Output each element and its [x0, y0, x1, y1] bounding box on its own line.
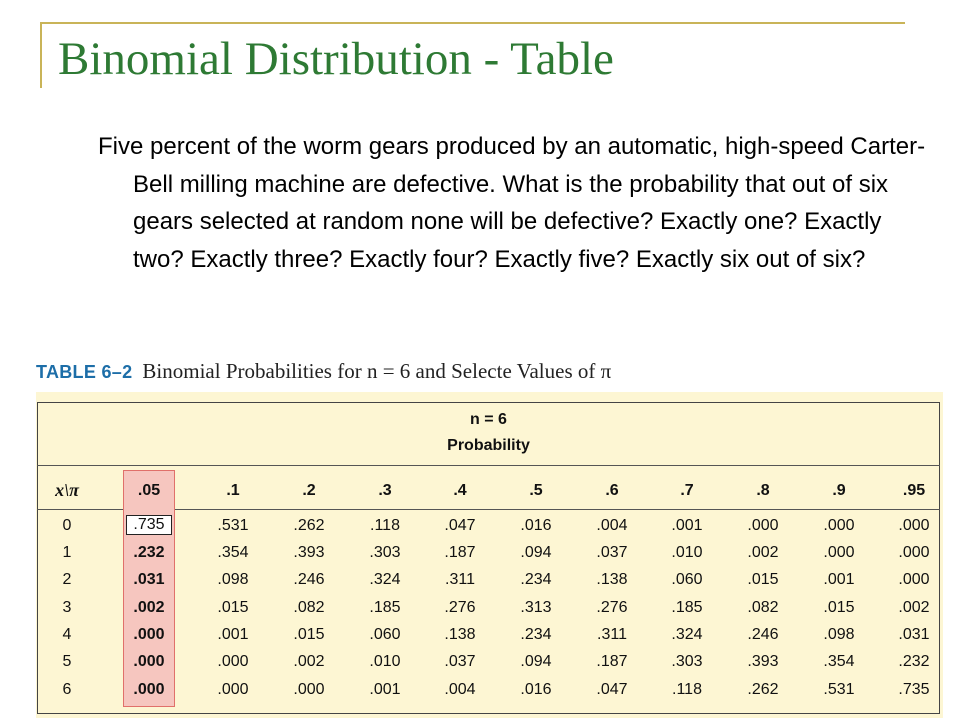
- table-cell: .015: [217, 599, 249, 616]
- table-cell: .060: [369, 626, 401, 643]
- table-cell: .000: [217, 653, 249, 670]
- highlighted-column: [123, 470, 175, 707]
- table-cell: .001: [671, 517, 703, 534]
- slide-frame-top: [40, 22, 905, 24]
- table-cell: .246: [747, 626, 779, 643]
- table-caption-label: TABLE 6–2: [36, 362, 133, 382]
- column-header: .8: [756, 482, 770, 499]
- slide-title: Binomial Distribution - Table: [58, 33, 614, 85]
- table-cell: .185: [369, 599, 401, 616]
- table-cell: .234: [520, 571, 552, 588]
- table-cell: .000: [217, 681, 249, 698]
- table-cell: .001: [823, 571, 855, 588]
- table-cell: .031: [133, 571, 165, 588]
- row-label: 2: [62, 571, 72, 588]
- table-divider-top: [37, 465, 940, 466]
- table-caption-text: Binomial Probabilities for n = 6 and Selecte Values of π: [142, 359, 612, 383]
- column-header: .1: [226, 482, 240, 499]
- table-cell: .311: [445, 571, 475, 588]
- table-cell: .015: [823, 599, 855, 616]
- table-cell: .232: [898, 653, 930, 670]
- table-cell: .002: [898, 599, 930, 616]
- slide-frame-left: [40, 22, 42, 88]
- table-cell: .047: [596, 681, 628, 698]
- table-cell: .098: [217, 571, 249, 588]
- table-cell: .015: [747, 571, 779, 588]
- table-cell: .000: [898, 544, 930, 561]
- table-cell: .001: [369, 681, 401, 698]
- table-cell: .118: [672, 681, 702, 698]
- column-header-x: x\π: [55, 480, 79, 500]
- table-cell: .187: [444, 544, 476, 561]
- table-cell: .082: [293, 599, 325, 616]
- row-label: 3: [62, 599, 72, 616]
- table-cell: .234: [520, 626, 552, 643]
- table-cell: .138: [444, 626, 476, 643]
- table-cell: .082: [747, 599, 779, 616]
- table-cell: .037: [444, 653, 476, 670]
- column-header: .95: [902, 482, 926, 499]
- table-cell: .000: [898, 517, 930, 534]
- column-header: .3: [378, 482, 392, 499]
- table-cell: .098: [823, 626, 855, 643]
- table-cell: .000: [747, 517, 779, 534]
- table-cell: .094: [520, 544, 552, 561]
- table-cell: .000: [823, 517, 855, 534]
- column-header: .6: [605, 482, 619, 499]
- table-cell: .047: [444, 517, 476, 534]
- column-header: .4: [453, 482, 467, 499]
- table-probability-label: Probability: [447, 437, 530, 454]
- table-cell: .354: [823, 653, 855, 670]
- table-cell: .393: [293, 544, 325, 561]
- table-cell: .000: [133, 681, 165, 698]
- row-label: 4: [62, 626, 72, 643]
- table-cell: .010: [671, 544, 703, 561]
- table-cell: .118: [370, 517, 400, 534]
- table-cell: .016: [520, 681, 552, 698]
- table-cell: .735: [127, 516, 171, 534]
- table-cell: .004: [596, 517, 628, 534]
- table-cell: .004: [444, 681, 476, 698]
- row-label: 0: [62, 517, 72, 534]
- column-header: .2: [302, 482, 316, 499]
- table-cell: .354: [217, 544, 249, 561]
- column-header: .7: [680, 482, 694, 499]
- table-cell: .262: [747, 681, 779, 698]
- column-header: .9: [832, 482, 846, 499]
- table-cell: .060: [671, 571, 703, 588]
- table-cell: .303: [369, 544, 401, 561]
- table-cell: .324: [369, 571, 401, 588]
- table-cell: .303: [671, 653, 703, 670]
- table-cell: .735: [898, 681, 930, 698]
- table-caption: [36, 361, 611, 382]
- table-cell: .232: [133, 544, 165, 561]
- table-cell: .015: [293, 626, 325, 643]
- table-cell: .000: [898, 571, 930, 588]
- table-cell: .002: [133, 599, 165, 616]
- column-header: .5: [529, 482, 543, 499]
- table-cell: .000: [133, 653, 165, 670]
- table-cell: .276: [444, 599, 476, 616]
- table-cell: .531: [217, 517, 249, 534]
- table-cell: .016: [520, 517, 552, 534]
- table-cell: .324: [671, 626, 703, 643]
- row-label: 5: [62, 653, 72, 670]
- table-n-label: n = 6: [470, 411, 507, 428]
- table-cell: .000: [133, 626, 165, 643]
- table-cell: .031: [898, 626, 930, 643]
- table-cell: .002: [293, 653, 325, 670]
- table-cell: .393: [747, 653, 779, 670]
- table-cell: .138: [596, 571, 628, 588]
- table-cell: .010: [369, 653, 401, 670]
- table-cell: .187: [596, 653, 628, 670]
- problem-statement: Five percent of the worm gears produced by an automatic, high-speed Carter-Bell milling machine are defective. What is the probability that out of six gears selected at random none will be defective? Exactly one? Exactly two? Exactly three? Exactly four? Exactly five? Exactly six out of six?: [98, 133, 926, 273]
- table-cell: .094: [520, 653, 552, 670]
- row-label: 1: [62, 544, 72, 561]
- table-cell: .262: [293, 517, 325, 534]
- table-cell: .246: [293, 571, 325, 588]
- table-cell: .002: [747, 544, 779, 561]
- table-cell: .000: [293, 681, 325, 698]
- column-header: .05: [137, 482, 161, 499]
- table-cell: .001: [217, 626, 249, 643]
- table-cell: .311: [597, 626, 627, 643]
- table-cell: .000: [823, 544, 855, 561]
- table-cell: .313: [520, 599, 552, 616]
- table-cell: .037: [596, 544, 628, 561]
- table-cell: .185: [671, 599, 703, 616]
- table-cell: .531: [823, 681, 855, 698]
- table-cell: .276: [596, 599, 628, 616]
- row-label: 6: [62, 681, 72, 698]
